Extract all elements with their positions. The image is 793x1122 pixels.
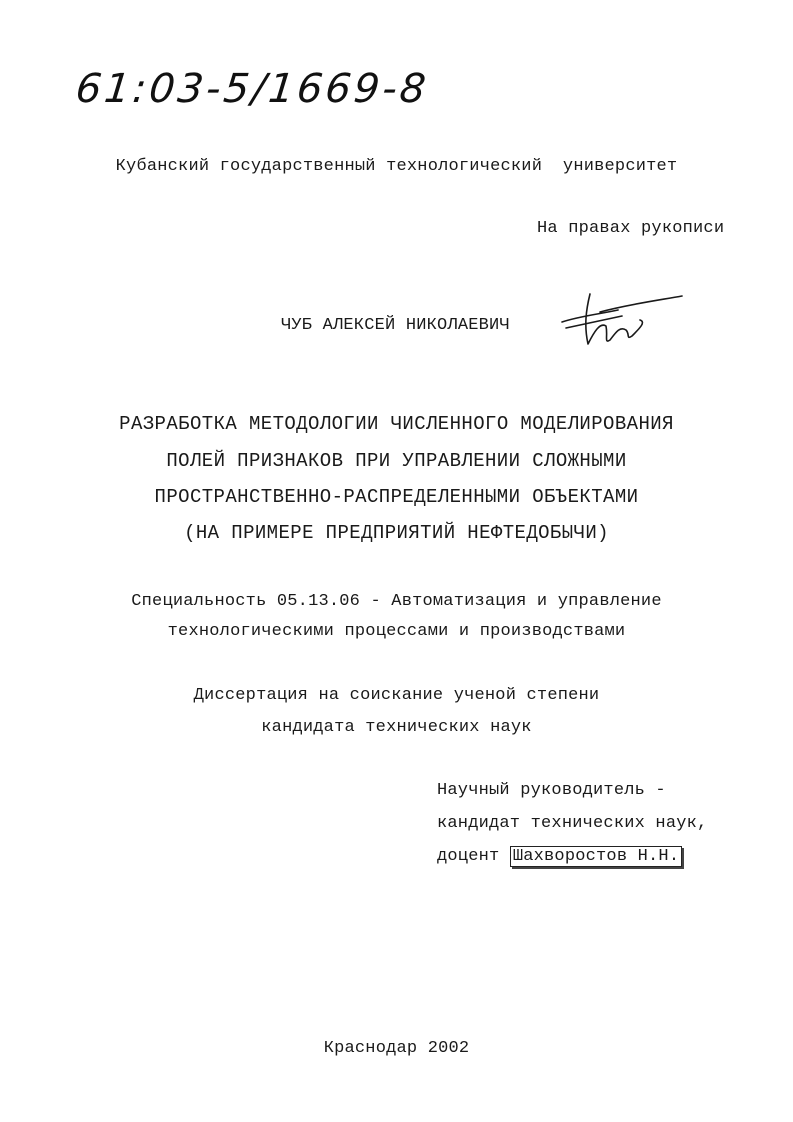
- title-line-1: РАЗРАБОТКА МЕТОДОЛОГИИ ЧИСЛЕННОГО МОДЕЛИРОВАНИЯ: [119, 413, 674, 435]
- specialty-line-2: технологическими процессами и производствами: [167, 622, 626, 641]
- author-name: ЧУБ АЛЕКСЕЙ НИКОЛАЕВИЧ: [281, 316, 510, 335]
- signature-icon: [560, 292, 685, 352]
- place-year: Краснодар 2002: [323, 1039, 470, 1058]
- degree-line-1: Диссертация на соискание ученой степени: [193, 686, 600, 705]
- degree-line-2: кандидата технических наук: [261, 718, 532, 737]
- title-line-2: ПОЛЕЙ ПРИЗНАКОВ ПРИ УПРАВЛЕНИИ СЛОЖНЫМИ: [166, 450, 627, 472]
- supervisor-line-3: [437, 847, 682, 866]
- supervisor-line-2: кандидат технических наук,: [437, 814, 708, 833]
- title-line-4: (НА ПРИМЕРЕ ПРЕДПРИЯТИЙ НЕФТЕДОБЫЧИ): [184, 522, 609, 544]
- title-line-3: ПРОСТРАНСТВЕННО-РАСПРЕДЕЛЕННЫМИ ОБЪЕКТАМИ: [154, 486, 639, 508]
- supervisor-line-1: Научный руководитель -: [437, 781, 666, 800]
- manuscript-note: На правах рукописи: [537, 219, 725, 238]
- university-name: Кубанский государственный технологический университет: [115, 157, 678, 176]
- supervisor-name: Шахворостов Н.Н.: [510, 846, 682, 867]
- specialty-line-1: Специальность 05.13.06 - Автоматизация и управление: [131, 592, 662, 611]
- archive-code-handwritten: 61:03-5/1669-8: [73, 66, 431, 112]
- supervisor-rank: доцент: [437, 847, 510, 866]
